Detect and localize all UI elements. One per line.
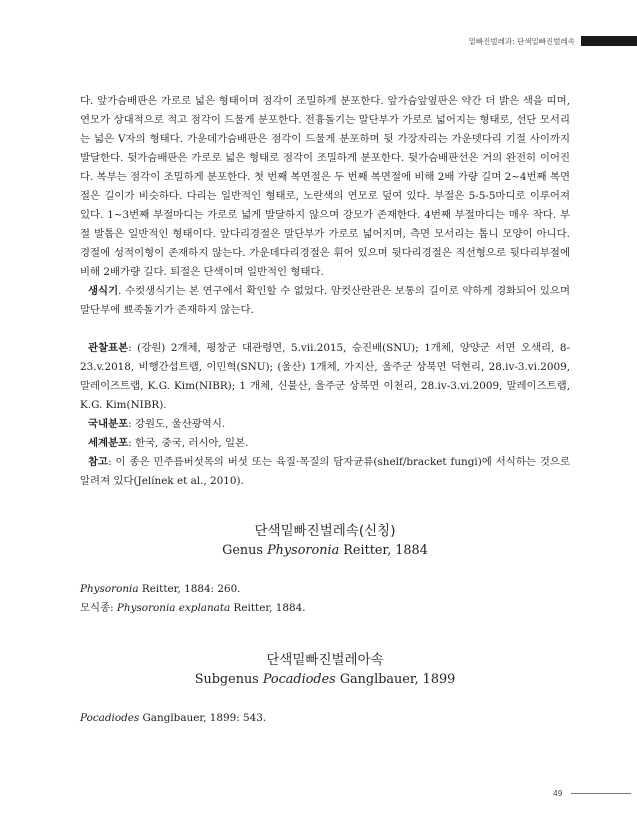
footer-rule bbox=[571, 793, 631, 794]
specimens-text: : (강원) 2개체, 평창군 대관령면, 5.vii.2015, 승진배(SNU); 1개체, 양양군 서면 오색리, 8-23.v.2018, 비행간섭트랩, 이민혁(SNU); (울산) 1개체, 가지산, 울주군 상북면 덕현리, 28.iv-3.vi.2009, 말레이즈트랩, K.G. Kim(NIBR); 1 개체, 신불산, 울주군 상북면 이천리, 28.iv-3.vi.2009, 말레이즈트랩, K.G. Kim(NIBR). bbox=[80, 342, 570, 411]
genus-prefix: Genus bbox=[222, 543, 268, 558]
subgenus-name: Pocadiodes bbox=[262, 672, 336, 687]
running-header bbox=[469, 34, 637, 48]
genus-name: Physoronia bbox=[267, 543, 340, 558]
type-species-author: Reitter, 1884. bbox=[230, 602, 306, 614]
genus-reference bbox=[80, 580, 570, 599]
type-species-name: Physoronia explanata bbox=[116, 602, 231, 614]
page-number: 49 bbox=[553, 789, 563, 798]
domestic-label: 국내분포 bbox=[88, 418, 129, 430]
world-distribution bbox=[80, 434, 570, 453]
type-species-prefix: 모식종: bbox=[80, 602, 117, 614]
genitalia-text: . 수컷생식기는 본 연구에서 확인할 수 없었다. 암컷산란관은 보통의 길이로 약하게 경화되어 있으며 말단부에 뾰족돌기가 존재하지 않는다. bbox=[80, 285, 570, 316]
subgenus-title-en bbox=[80, 670, 570, 689]
type-species bbox=[80, 599, 570, 618]
header-bar bbox=[581, 36, 637, 46]
subgenus-prefix: Subgenus bbox=[194, 672, 263, 687]
spacer bbox=[80, 320, 570, 339]
page-footer bbox=[553, 789, 631, 798]
spacer bbox=[80, 689, 570, 709]
spacer bbox=[80, 618, 570, 650]
genus-author: Reitter, 1884 bbox=[339, 543, 428, 558]
genus-ref-name: Physoronia bbox=[80, 583, 139, 595]
subgenus-ref-text: Ganglbauer, 1899: 543. bbox=[139, 712, 267, 724]
subgenus-title-ko: 단색밑빠진벌레아속 bbox=[266, 652, 384, 668]
note-paragraph bbox=[80, 453, 570, 491]
specimens-label: 관찰표본 bbox=[88, 342, 129, 354]
genitalia-paragraph bbox=[80, 282, 570, 320]
genus-title-en bbox=[80, 541, 570, 560]
spacer bbox=[80, 491, 570, 521]
genitalia-label: 생식기 bbox=[88, 285, 119, 297]
subgenus-ref-name: Pocadiodes bbox=[80, 712, 140, 724]
domestic-distribution bbox=[80, 415, 570, 434]
running-title: 밑빠진벌레과: 단색밑빠진벌레속 bbox=[468, 36, 575, 46]
page-content bbox=[80, 92, 570, 728]
subgenus-reference bbox=[80, 709, 570, 728]
specimens-paragraph bbox=[80, 339, 570, 415]
description-paragraph: 다. 앞가슴배판은 가로로 넓은 형태이며 점각이 조밀하게 분포한다. 앞가슴앞옆판은 약간 더 밝은 색을 띠며, 연모가 상대적으로 적고 점각이 드물게 분포한다. 전흉돌기는 말단부가 가로로 넓어지는 형태로, 선단 모서리는 넓은 V자의 형태다. 가운데가슴배판은 점각이 드물게 분포하며 뒷 가장자리는 가운뎃다리 기절 사이까지 발달한다. 뒷가슴배판은 가로로 넓은 형태로 점각이 조밀하게 분포한다. 뒷가슴배판선은 거의 완전히 이어진다. 복부는 점각이 조밀하게 분포한다. 첫 번째 복면절은 두 번째 복면절에 비해 2배 가량 길며 2~4번째 복면절은 길이가 비슷하다. 다리는 일반적인 형태로, 노란색의 연모로 덮여 있다. 부절은 5-5-5마디로 이루어져 있다. 1~3번째 부절마디는 가로로 넓게 발달하지 않으며 강모가 존재한다. 4번째 부절마디는 매우 작다. 부절 발톱은 일반적인 형태이다. 앞다리경절은 말단부가 가로로 넓어지며, 측면 모서리는 톱니 모양이 아니다. 경절에 성적이형이 존재하지 않는다. 가운데다리경절은 휘어 있으며 뒷다리경절은 직선형으로 뒷다리부절에 비해 2배가량 길다. 퇴절은 단색이며 일반적인 형태다. bbox=[80, 95, 570, 278]
world-text: : 한국, 중국, 러시아, 일본. bbox=[128, 437, 249, 449]
note-text: : 이 종은 민주름버섯목의 버섯 또는 육질·목질의 담자균류(shelf/bracket fungi)에 서식하는 것으로 알려져 있다(Jelínek et al., 2010). bbox=[80, 456, 570, 487]
domestic-text: : 강원도, 울산광역시. bbox=[128, 418, 226, 430]
genus-ref-text: Reitter, 1884: 260. bbox=[138, 583, 241, 595]
genus-title-ko: 단색밑빠진벌레속(신칭) bbox=[254, 523, 396, 539]
note-label: 참고 bbox=[88, 456, 109, 468]
spacer bbox=[80, 560, 570, 580]
world-label: 세계분포 bbox=[88, 437, 129, 449]
subgenus-author: Ganglbauer, 1899 bbox=[335, 672, 456, 687]
